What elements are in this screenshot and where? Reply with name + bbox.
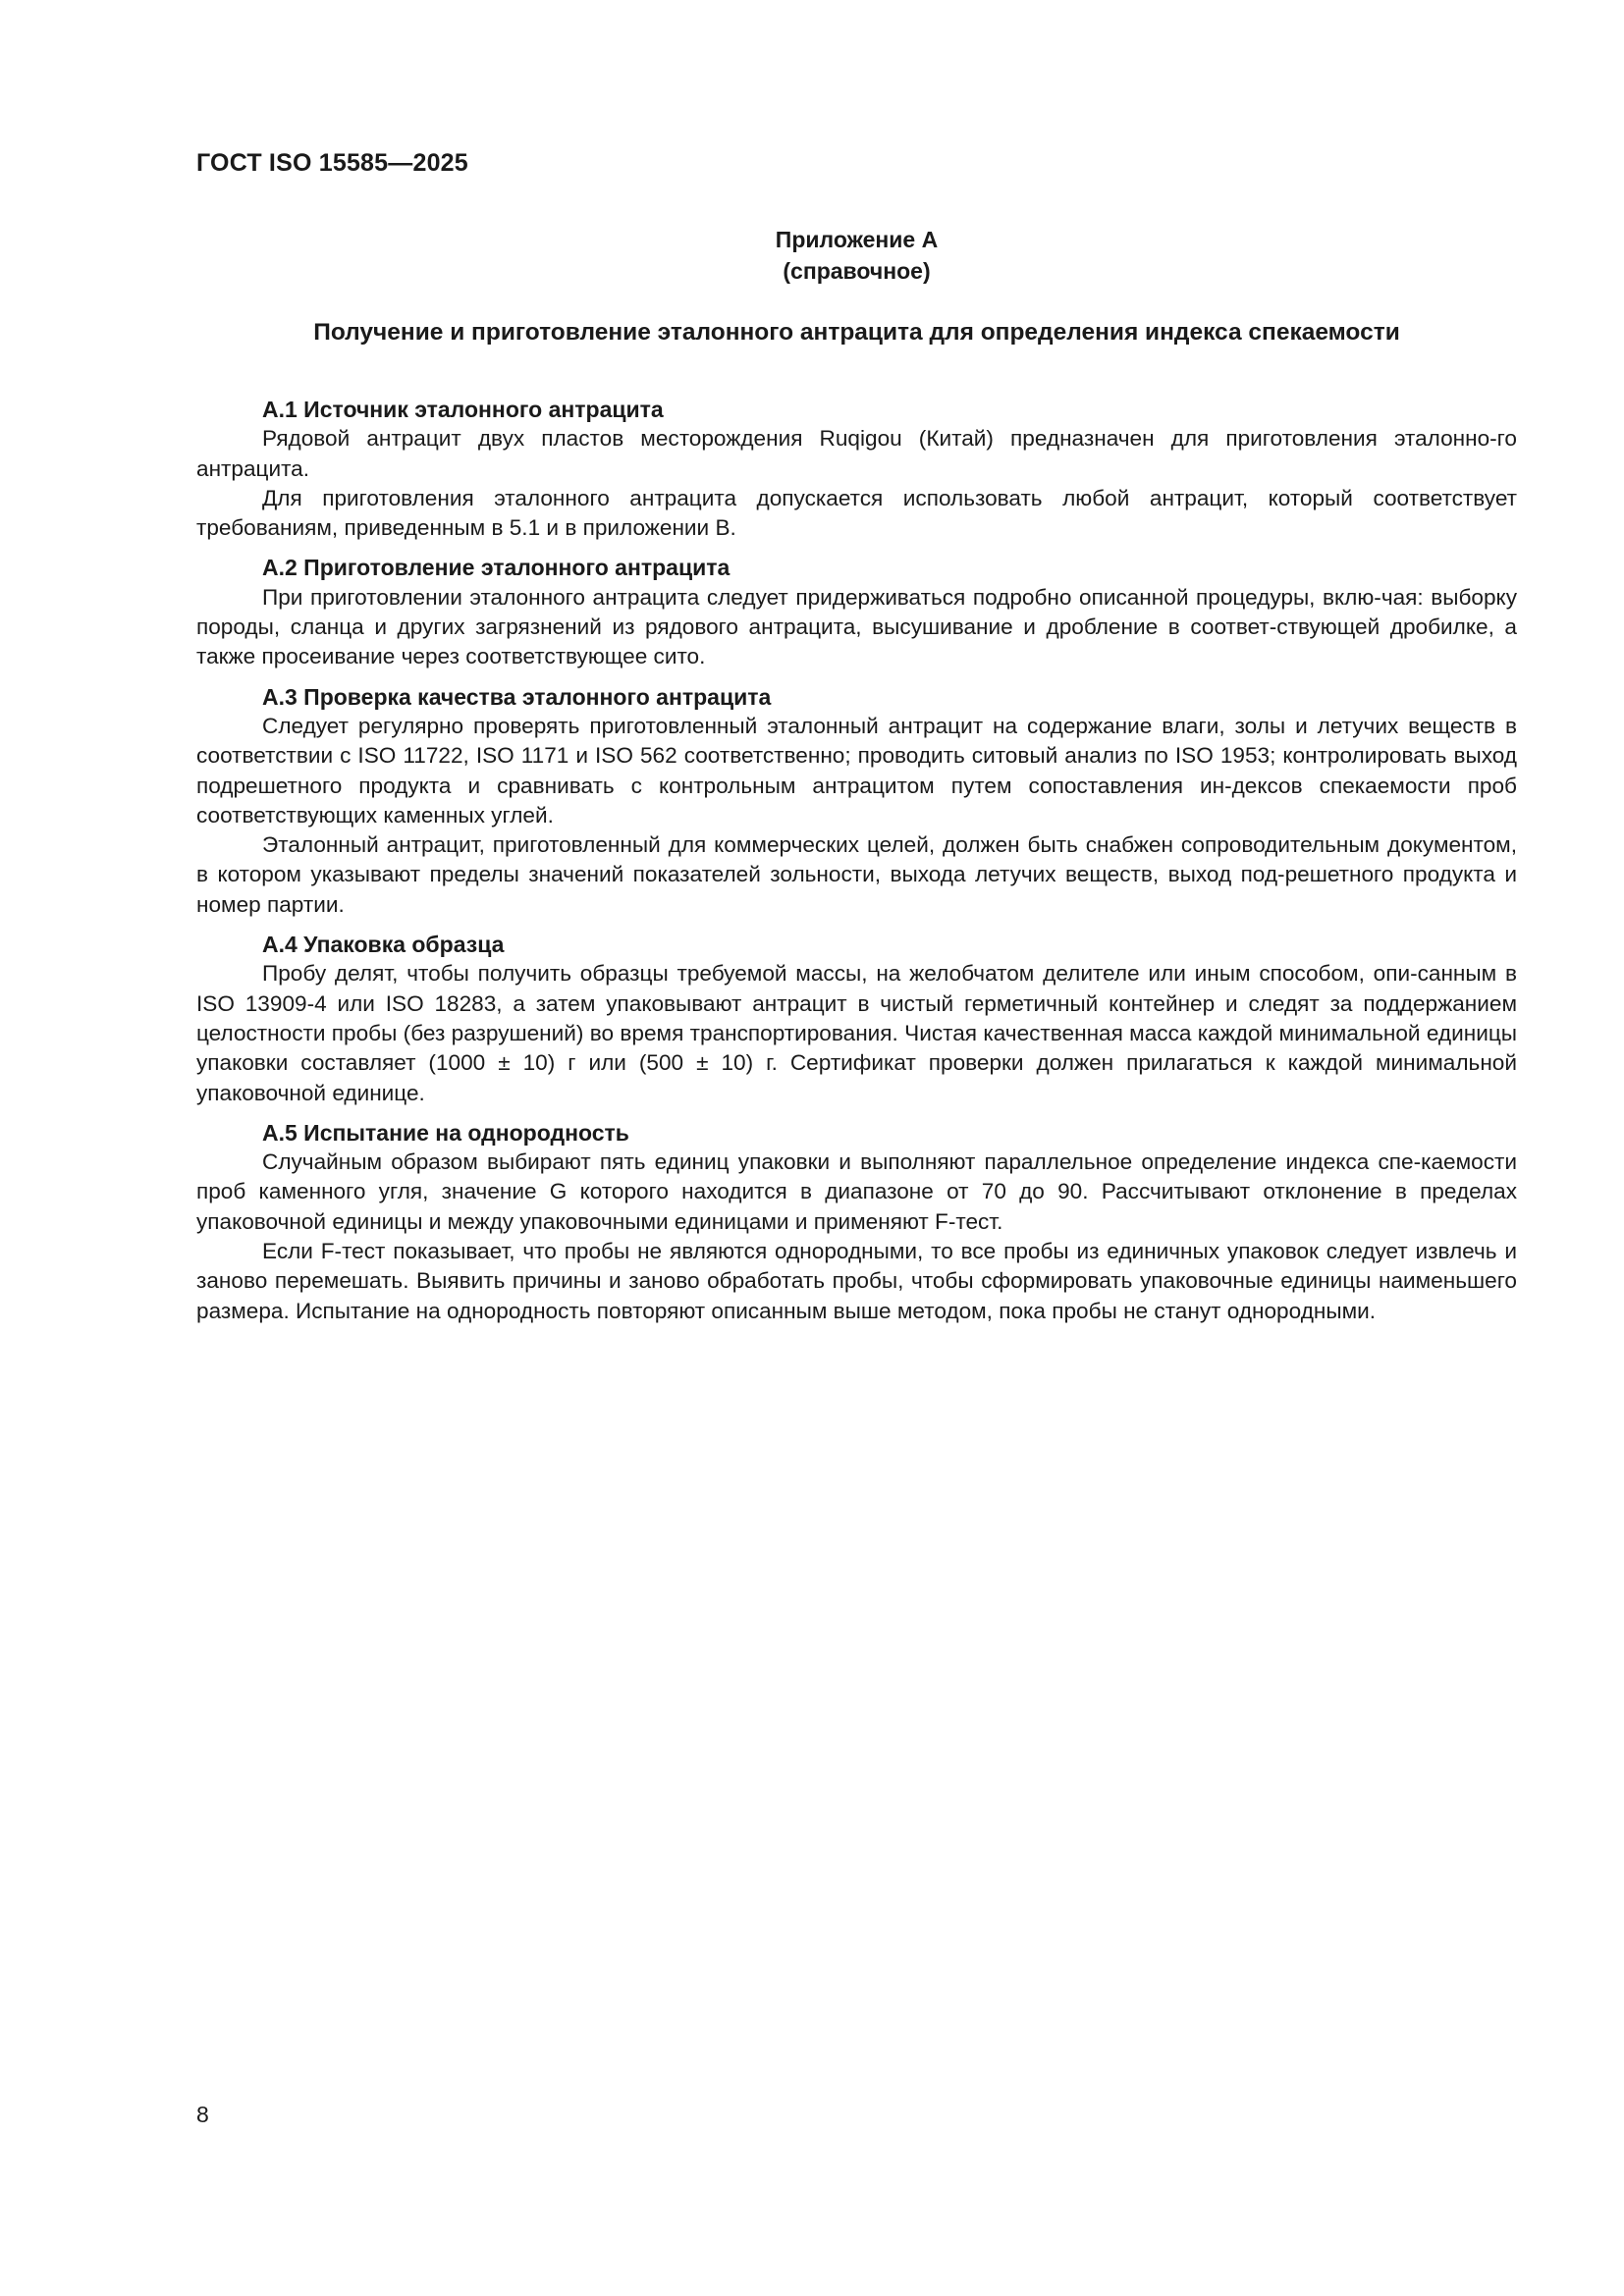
annex-type: (справочное) [783, 258, 931, 284]
page-number: 8 [196, 2102, 209, 2127]
section-a3-paragraph-1: Следует регулярно проверять приготовленный эталонный антрацит на содержание влаги, золы и летучих веществ в соответствии с ISO 11722, ISO 1171 и ISO 562 соответственно; проводить ситовый анализ по ISO 1953; контролировать выход подрешетного продукта и сравнивать с контрольным антрацитом путем сопоставления ин-дексов спекаемости проб соответствующих каменных углей. [196, 713, 1517, 828]
section-a5-paragraph-2: Если F-тест показывает, что пробы не являются однородными, то все пробы из единичных упаковок следует извлечь и заново перемешать. Выявить причины и заново обработать пробы, чтобы сформировать упаковочные единицы наименьшего размера. Испытание на однородность повторяют описанным выше методом, пока пробы не станут однородными. [196, 1239, 1517, 1323]
section-title-a2: А.2 Приготовление эталонного антрацита [262, 555, 731, 581]
section-a1-paragraph-2: Для приготовления эталонного антрацита допускается использовать любой антрацит, который соответствует требованиям, приведенным в 5.1 и в приложении В. [196, 485, 1517, 541]
section-title-a5: А.5 Испытание на однородность [262, 1119, 629, 1146]
annex-main-title: Получение и приготовление эталонного антрацита для определения индекса спекаемости [313, 319, 1400, 346]
section-a1-paragraph-1: Рядовой антрацит двух пластов месторождения Ruqigou (Китай) предназначен для приготовления эталонно-го антрацита. [196, 426, 1517, 481]
annex-content [196, 395, 1517, 1326]
section-title-a4: А.4 Упаковка образца [262, 932, 505, 958]
section-a2-paragraph-1: При приготовлении эталонного антрацита следует придерживаться подробно описанной процедуры, вклю-чая: выборку породы, сланца и других загрязнений из рядового антрацита, высушивание и дробление в соответ-ствующей дробилке, а также просеивание через соответствующее сито. [196, 584, 1517, 669]
document-header: ГОСТ ISO 15585—2025 [196, 149, 468, 177]
annex-title: Приложение А [775, 227, 939, 252]
annex-heading [196, 224, 1517, 287]
section-a5-paragraph-1: Случайным образом выбирают пять единиц упаковки и выполняют параллельное определение индекса спе-каемости проб каменного угля, значение G которого находится в диапазоне от 70 до 90. Рассчитывают отклонение в пределах упаковочной единицы и между упаковочными единицами и применяют F-тест. [196, 1149, 1517, 1234]
section-a3-paragraph-2: Эталонный антрацит, приготовленный для коммерческих целей, должен быть снабжен сопроводительным документом, в котором указывают пределы значений показателей зольности, выхода летучих веществ, выход под-решетного продукта и номер партии. [196, 832, 1517, 917]
section-title-a3: А.3 Проверка качества эталонного антрацита [262, 683, 772, 710]
section-title-a1: А.1 Источник эталонного антрацита [262, 397, 664, 422]
section-a4-paragraph-1: Пробу делят, чтобы получить образцы требуемой массы, на желобчатом делителе или иным способом, опи-санным в ISO 13909-4 или ISO 18283, а затем упаковывают антрацит в чистый герметичный контейнер и следят за поддержанием целостности пробы (без разрушений) во время транспортирования. Чистая качественная масса каждой минимальной единицы упаковки составляет (1000 ± 10) г или (500 ± 10) г. Сертификат проверки должен прилагаться к каждой минимальной упаковочной единице. [196, 961, 1517, 1105]
